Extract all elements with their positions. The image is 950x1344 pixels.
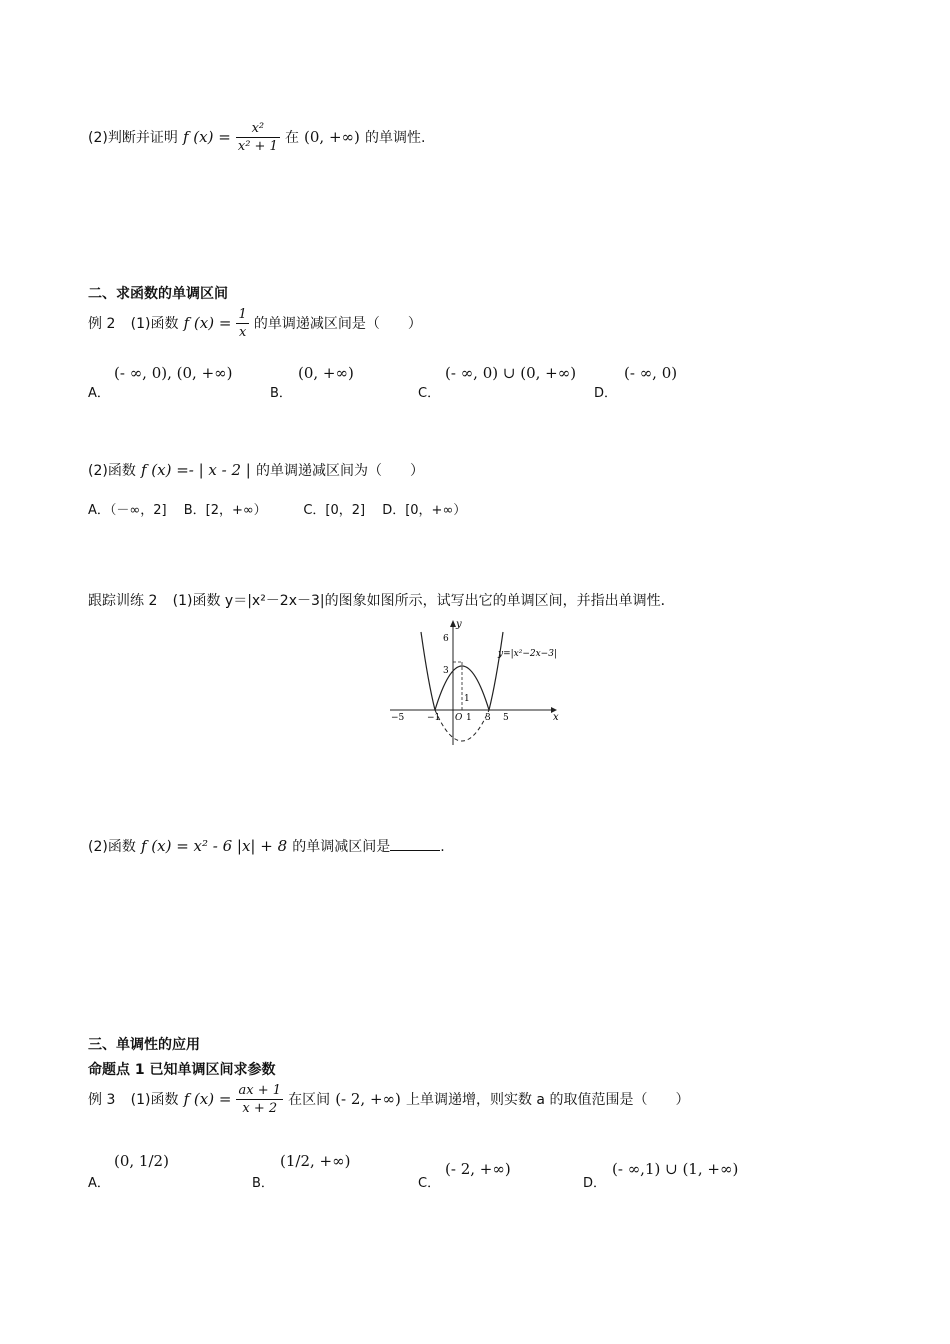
section-3-subtitle: 命题点 1 已知单调区间求参数 [88,1062,276,1078]
ex3-func: f (x) = [183,1090,232,1108]
function-graph [385,617,560,754]
graph-y-tick-3: 3 [443,666,449,676]
ex2-p1-num: 1 [238,307,247,322]
ex2-p2-prefix: (2)函数 [88,463,136,479]
graph-x-tick-neg5: −5 [391,713,405,723]
ex3-option-a-letter: A． [88,1176,110,1191]
question-q1 [88,120,425,155]
ex2-p2-options: A．（－∞，2] B．[2，+∞） C．[0，2] D．[0，+∞） [88,503,467,518]
graph-x-tick-5: 5 [503,713,509,723]
track2-part1 [88,590,675,610]
q1-frac-num: x² [236,120,280,138]
ex3-prefix: (1)函数 [130,1092,179,1108]
ex2-p1-option-b-letter: B． [270,386,292,401]
ex3-option-a: (0, 1/2) [114,1152,169,1170]
graph-curve-label: y=|x²−2x−3| [498,649,557,659]
answer-blank[interactable] [390,836,440,851]
graph-origin-label: O [455,713,463,723]
ex2-p2-func: f (x) =- | x - 2 | [140,461,251,479]
graph-x-tick-1: 1 [466,713,472,723]
graph-x-label: x [553,712,559,723]
q1-frac-den: x² + 1 [237,139,278,154]
graph-x-tick-neg1: −1 [427,713,441,723]
q1-mid: 在 [284,130,299,146]
ex3-frac-den: x + 2 [242,1101,278,1116]
q1-interval: (0, +∞) [304,128,360,146]
ex3-mid: 在区间 [288,1092,331,1108]
ex2-p1-prefix: (1)函数 [130,316,179,332]
track2-p1-text: (1)函数 y＝|x²－2x－3|的图象如图所示，试写出它的单调区间，并指出单调性． [172,593,675,609]
ex2-p1-option-c-letter: C． [418,386,441,401]
ex3-label: 例 3 [88,1092,116,1108]
ex2-p2-suffix: 的单调递减区间为（ ） [255,463,424,479]
ex2-p1-suffix: 的单调递减区间是（ ） [253,316,422,332]
ex2-p1-option-b: (0, +∞) [298,364,354,382]
track2-p2-func: f (x) = x² - 6 |x| + 8 [140,837,288,855]
ex2-p1-option-a-letter: A． [88,386,110,401]
track2-label: 跟踪训练 2 [88,593,158,609]
ex2-label: 例 2 [88,316,116,332]
ex2-p1-func: f (x) = [183,314,232,332]
ex3-option-d-letter: D． [583,1176,607,1191]
graph-left-branch [421,632,435,710]
track2-p2-suffix: 的单调减区间是 [292,839,391,855]
ex3-option-b-letter: B． [252,1176,274,1191]
track2-part2 [88,836,445,856]
ex3-frac-num: ax + 1 [238,1083,281,1098]
ex3-fraction [236,1082,283,1117]
section-3-title: 三、单调性的应用 [88,1037,200,1053]
ex2-part1 [88,306,422,341]
ex3-interval: (- 2, +∞) [335,1090,401,1108]
ex2-p1-den: x [238,325,247,340]
ex2-part2 [88,460,424,480]
ex3-suffix: 上单调递增，则实数 a 的取值范围是（ ） [405,1092,690,1108]
q1-suffix: 的单调性. [364,130,426,146]
q1-func: f (x) = [182,128,231,146]
ex3-stem [88,1082,689,1117]
graph-y-tick-1: 1 [464,694,470,704]
track2-p2-prefix: (2)函数 [88,839,136,855]
ex3-option-b: (1/2, +∞) [280,1152,351,1170]
q1-fraction [236,120,280,155]
graph-y-tick-6: 6 [443,634,449,644]
graph-right-branch [489,632,503,710]
ex2-p1-option-a: (- ∞, 0), (0, +∞) [114,364,233,382]
ex2-p1-fraction [236,306,248,341]
ex2-p1-option-d: (- ∞, 0) [624,364,678,382]
ex3-option-d: (- ∞,1) ∪ (1, +∞) [612,1160,739,1178]
ex3-option-c: (- 2, +∞) [445,1160,511,1178]
graph-x-tick-3: 3 [485,713,491,723]
track2-p2-end: . [440,839,445,855]
q1-prefix: (2)判断并证明 [88,130,178,146]
section-2-title: 二、求函数的单调区间 [88,286,228,302]
ex3-option-c-letter: C． [418,1176,441,1191]
ex2-p1-option-d-letter: D． [594,386,618,401]
ex2-p1-option-c: (- ∞, 0) ∪ (0, +∞) [445,364,577,382]
graph-y-label: y [456,619,462,630]
